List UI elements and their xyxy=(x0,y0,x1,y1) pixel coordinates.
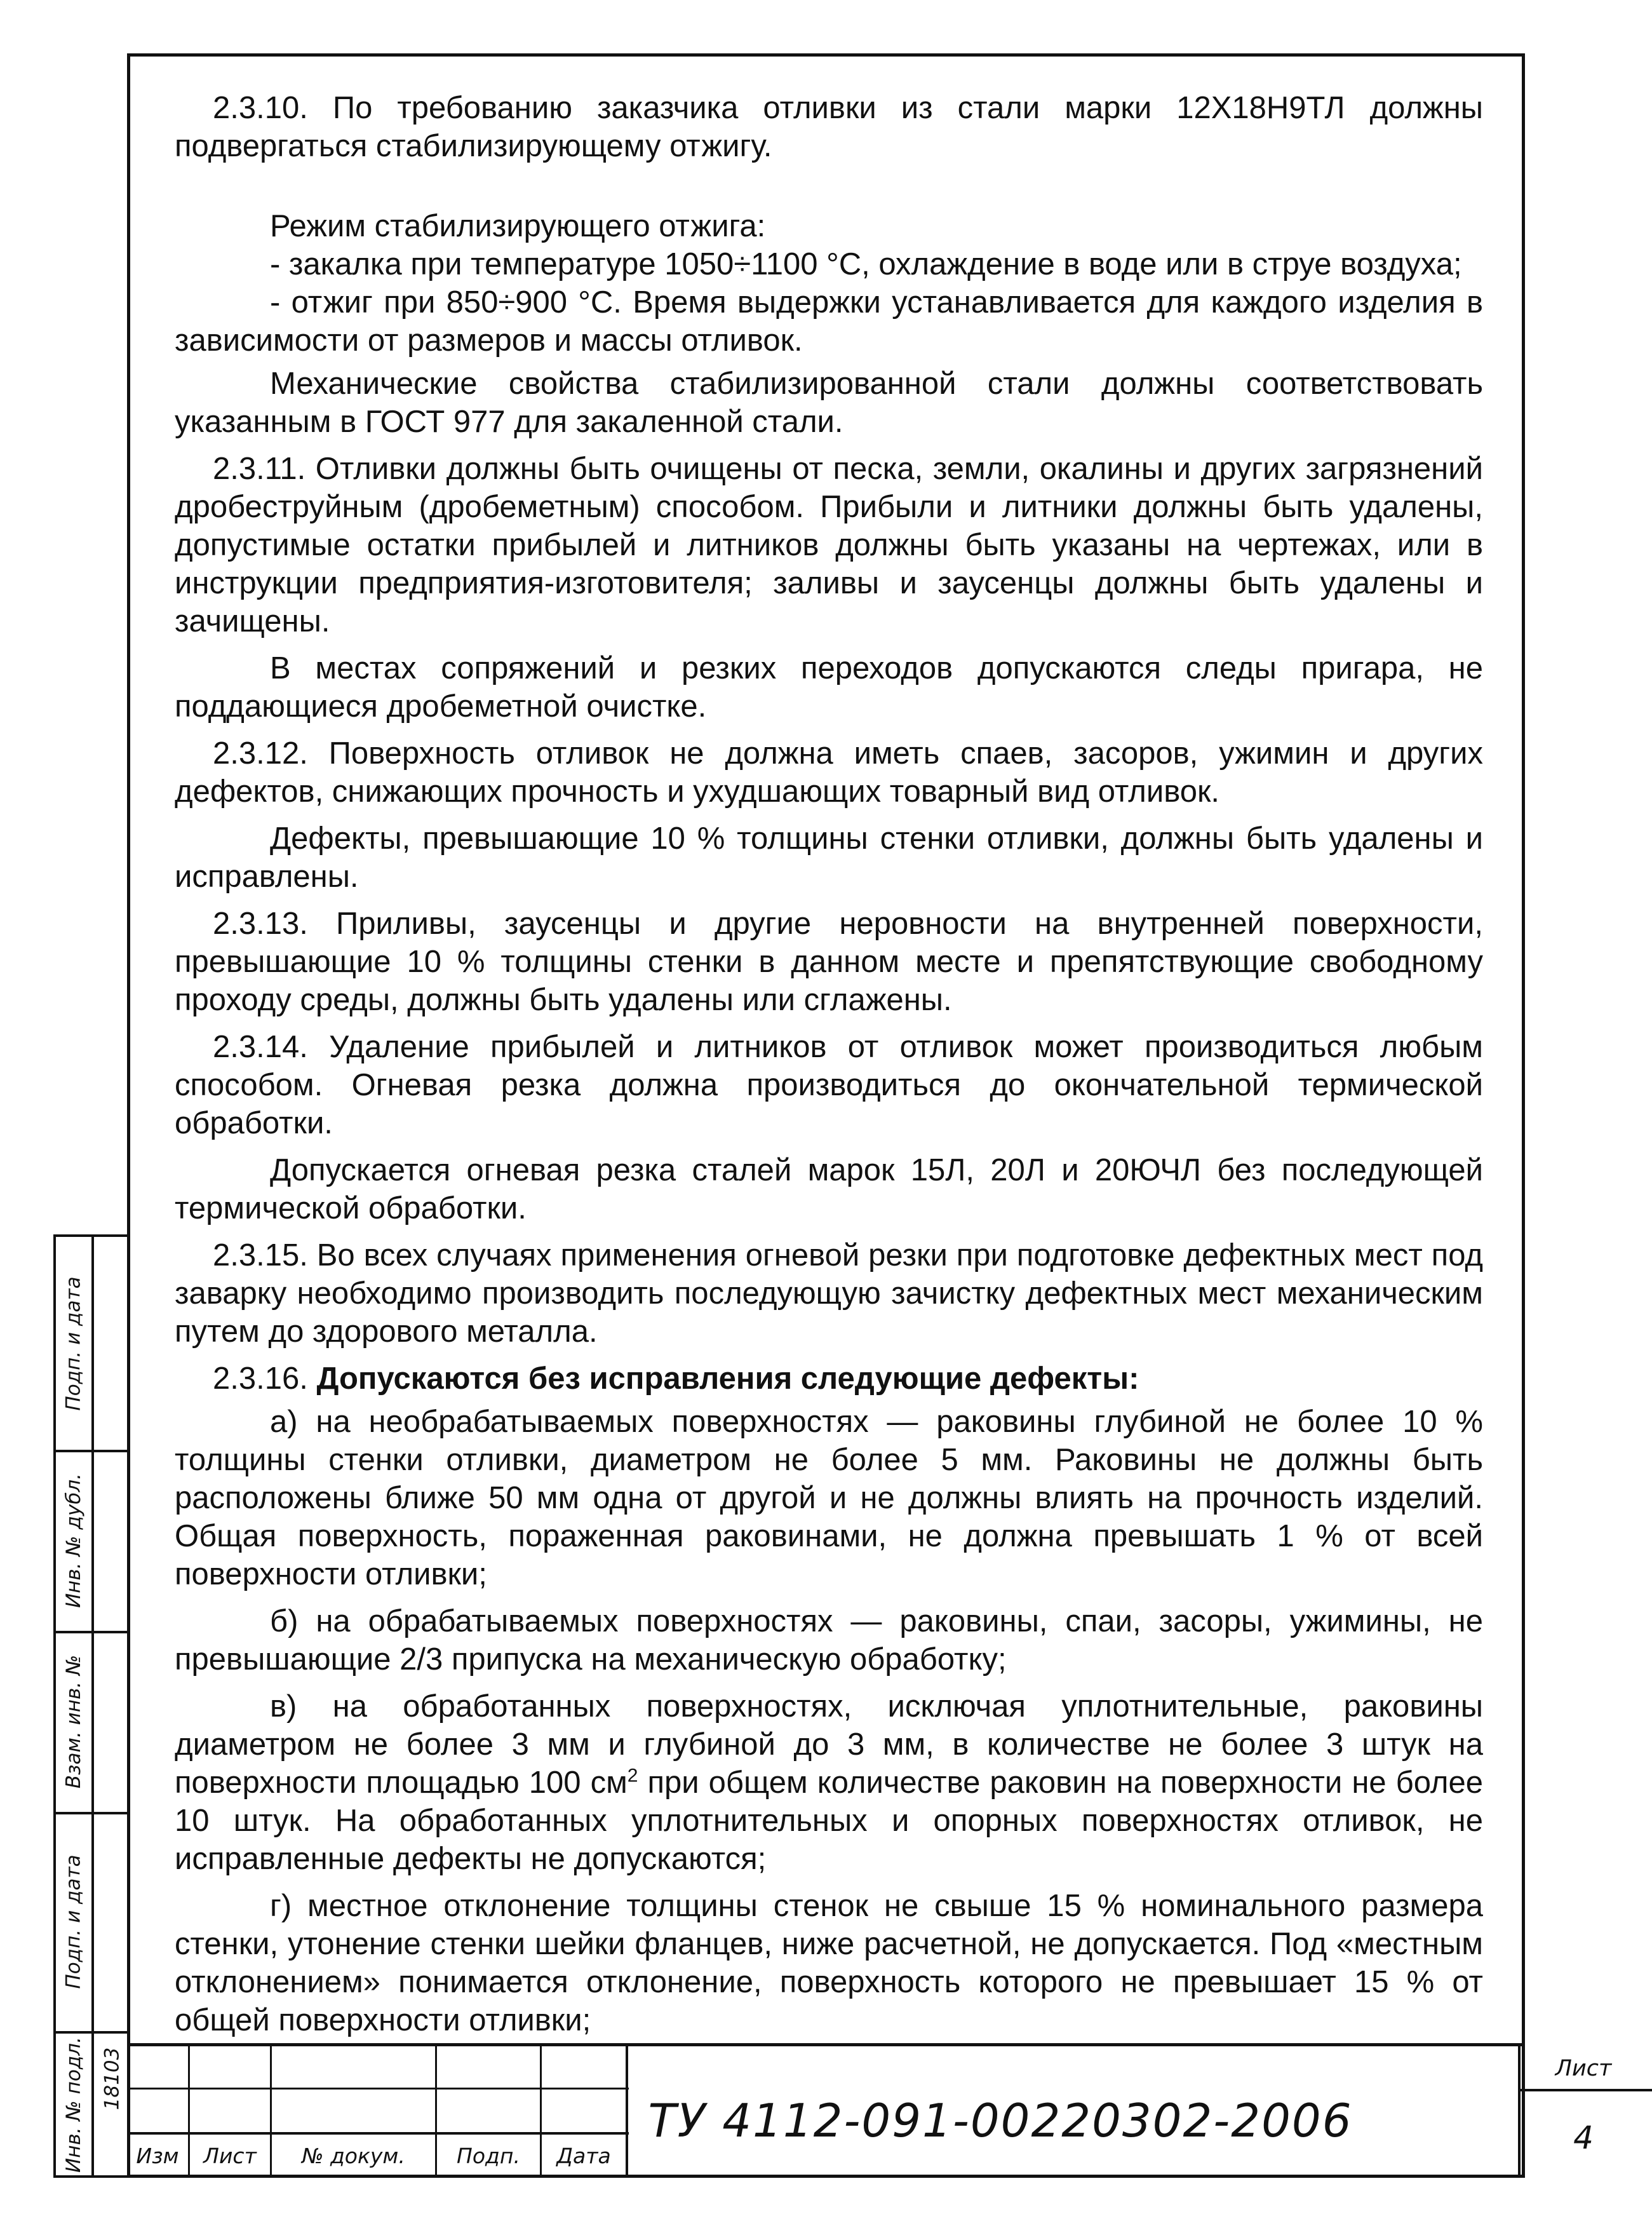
label-inv-dubl: Инв. № дубл. xyxy=(62,1473,86,1608)
side-stamp xyxy=(53,1234,127,2178)
paragraph: Механические свойства стабилизированной стали должны соответствовать указанным в ГОСТ 977 для закаленной стали. xyxy=(175,367,1483,439)
paragraph: 2.3.13. Приливы, заусенцы и другие неровности на внутренней поверхности, превышающие 10 % толщины стенки в данном месте и препятствующие свободному проходу среды, должны быть удалены или сглажены. xyxy=(175,907,1483,1017)
paragraph: Допускается огневая резка сталей марок 15Л, 20Л и 20ЮЧЛ без последующей термической обработки. xyxy=(175,1153,1483,1225)
paragraph: В местах сопряжений и резких переходов допускаются следы пригара, не поддающиеся дробеметной очистке. xyxy=(175,651,1483,724)
paragraph: 2.3.11. Отливки должны быть очищены от песка, земли, окалины и других загрязнений дробеструйным (дробеметным) способом. Прибыли и литники должны быть удалены, допустимые остатки прибылей и литников должны быть указаны на чертежах, или в инструкции предприятия-изготовителя; заливы и заусенцы должны быть удалены и зачищены. xyxy=(175,452,1483,638)
paragraph: Режим стабилизирующего отжига: xyxy=(270,209,766,243)
document-code: ТУ 4112-091-00220302-2006 xyxy=(648,2094,1353,2147)
label-izm: Изм xyxy=(136,2144,179,2168)
paragraph: 2.3.12. Поверхность отливок не должна иметь спаев, засоров, ужимин и других дефектов, снижающих прочность и ухудшающих товарный вид отливок. xyxy=(175,736,1483,809)
item-g: г) местное отклонение толщины стенок не свыше 15 % номинального размера стенки, утонение стенки шейки фланцев, ниже расчетной, не допускается. Под «местным отклонением» понимается отклонение, поверхность которого не превышает 15 % от общей поверхности отливки; xyxy=(175,1889,1483,2037)
superscript: 2 xyxy=(627,1765,638,1786)
item-v-text-2: при общем количестве раковин на поверхности не более 10 штук. На обработанных уплотнительных и опорных поверхностях отливок, не исправленные дефекты не допускаются; xyxy=(175,1766,1483,1876)
label-list: Лист xyxy=(203,2144,257,2168)
paragraph: 2.3.15. Во всех случаях применения огневой резки при подготовке дефектных мест под заварку необходимо производить последующую зачистку дефектных мест механическим путем до здорового металла. xyxy=(175,1238,1483,1349)
paragraph: 2.3.14. Удаление прибылей и литников от отливок может производиться любым способом. Огневая резка должна производиться до окончательной термической обработки. xyxy=(175,1030,1483,1140)
clause-number: 2.3.16. xyxy=(213,1361,308,1396)
label-vzam-inv: Взам. инв. № xyxy=(62,1654,86,1788)
paragraph: Дефекты, превышающие 10 % толщины стенки отливки, должны быть удалены и исправлены. xyxy=(175,821,1483,894)
label-podp-data-top: Подп. и дата xyxy=(62,1276,85,1411)
clause-heading: Допускаются без исправления следующие дефекты: xyxy=(316,1361,1139,1396)
paragraph: - закалка при температуре 1050÷1100 °С, охлаждение в воде или в струе воздуха; xyxy=(270,247,1462,281)
paragraph: - отжиг при 850÷900 °С. Время выдержки устанавливается для каждого изделия в зависимости от размеров и массы отливок. xyxy=(175,285,1483,358)
label-podp-data-bottom: Подп. и дата xyxy=(62,1854,85,1989)
item-a: а) на необрабатываемых поверхностях — раковины глубиной не более 10 % толщины стенки отливки, диаметром не более 5 мм. Раковины не должны быть расположены ближе 50 мм одна от другой и не должны влиять на прочность изделий. Общая поверхность, пораженная раковинами, не должна превышать 1 % от всей поверхности отливки; xyxy=(175,1405,1483,1591)
paragraph: 2.3.10. По требованию заказчика отливки из стали марки 12Х18Н9ТЛ должны подвергаться стабилизирующему отжигу. xyxy=(175,91,1483,163)
label-data: Дата xyxy=(556,2144,611,2168)
paragraph-list xyxy=(175,89,1483,1351)
label-podp: Подп. xyxy=(457,2144,520,2168)
title-block xyxy=(127,2043,1612,2178)
label-n-dokum: № докум. xyxy=(302,2144,405,2168)
inv-podl-value: 18103 xyxy=(100,2047,123,2110)
sheet-label: Лист xyxy=(1555,2056,1612,2081)
item-b: б) на обрабатываемых поверхностях — раковины, спаи, засоры, ужимины, не превышающие 2/3 припуска на механическую обработку; xyxy=(175,1604,1483,1677)
clause-2-3-16 xyxy=(175,1360,1483,1398)
label-inv-podl: Инв. № подл. xyxy=(62,2036,85,2173)
item-v xyxy=(175,1687,1483,1878)
sheet-number: 4 xyxy=(1573,2119,1594,2156)
item-v-text-1: в) на обработанных поверхностях, исключая уплотнительные, раковины диаметром не более 3 мм и глубиной до 3 мм, в количестве не более 3 штук на поверхности площадью 100 см xyxy=(175,1689,1483,1800)
document-body xyxy=(175,89,1483,2039)
